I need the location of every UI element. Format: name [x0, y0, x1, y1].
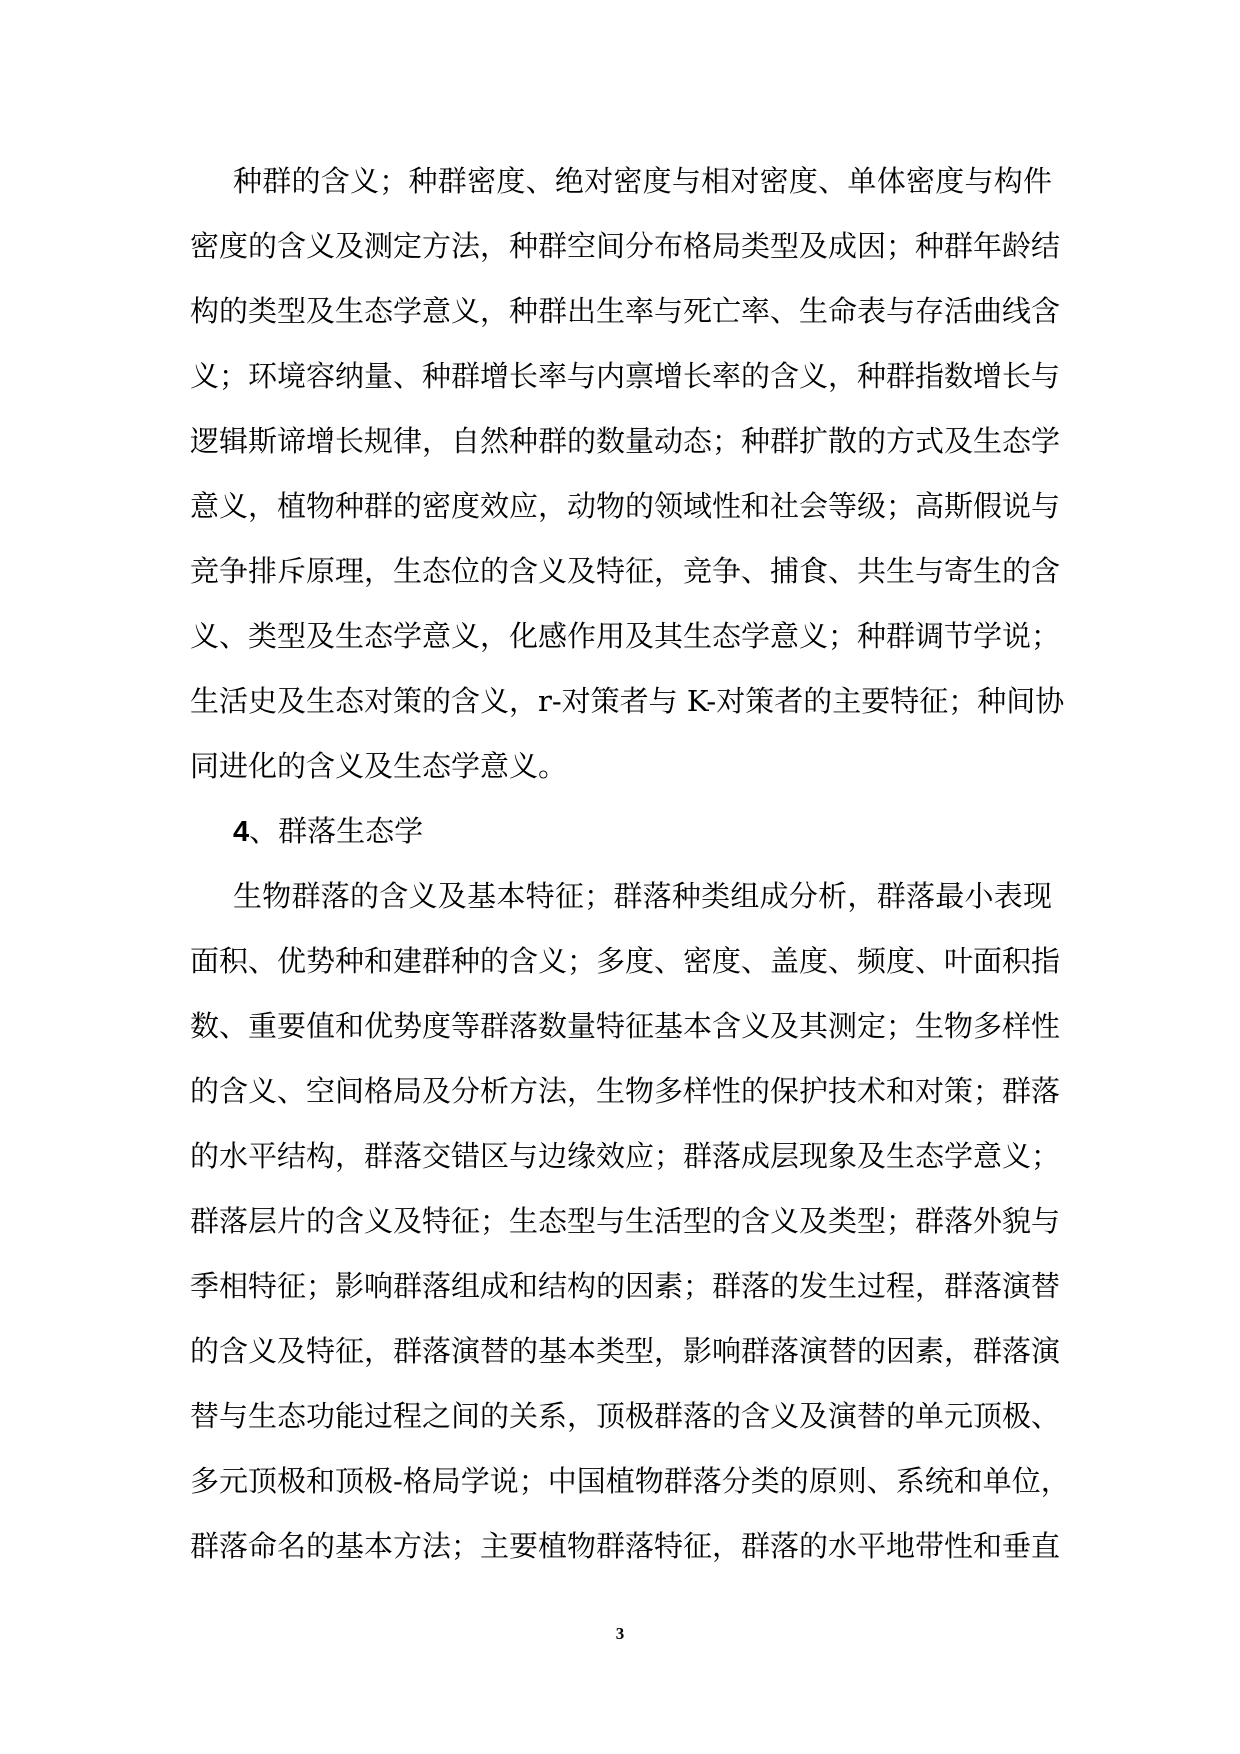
paragraph-line: 竞争排斥原理，生态位的含义及特征，竞争、捕食、共生与寄生的含 [190, 554, 1061, 588]
section-number: 4 [233, 816, 250, 848]
paragraph-line: 义、类型及生态学意义，化感作用及其生态学意义；种群调节学说； [190, 619, 1061, 653]
paragraph-line: 面积、优势种和建群种的含义；多度、密度、盖度、频度、叶面积指 [190, 944, 1061, 978]
paragraph-population-ecology [190, 158, 1065, 808]
paragraph-line: 的水平结构，群落交错区与边缘效应；群落成层现象及生态学意义； [190, 1139, 1061, 1173]
page-number: 3 [615, 1624, 625, 1643]
paragraph-line: 种群的含义；种群密度、绝对密度与相对密度、单体密度与构件 [233, 164, 1052, 198]
paragraph-line: 生物群落的含义及基本特征；群落种类组成分析，群落最小表现 [233, 879, 1052, 913]
paragraph-line: 季相特征；影响群落组成和结构的因素；群落的发生过程，群落演替 [190, 1269, 1061, 1303]
paragraph-line: 群落命名的基本方法；主要植物群落特征，群落的水平地带性和垂直 [190, 1529, 1061, 1563]
paragraph-line: 的含义及特征，群落演替的基本类型，影响群落演替的因素，群落演 [190, 1334, 1061, 1368]
section-title: 群落生态学 [278, 814, 424, 848]
body-text [190, 158, 1070, 1588]
paragraph-line: 数、重要值和优势度等群落数量特征基本含义及其测定；生物多样性 [190, 1009, 1061, 1043]
section-separator: 、 [249, 814, 279, 848]
paragraph-community-ecology [190, 873, 1070, 1588]
paragraph-line: 多元顶极和顶极-格局学说；中国植物群落分类的原则、系统和单位， [190, 1464, 1070, 1498]
paragraph-line: 的含义、空间格局及分析方法，生物多样性的保护技术和对策；群落 [190, 1074, 1061, 1108]
paragraph-line: 同进化的含义及生态学意义。 [190, 749, 568, 783]
paragraph-line: 生活史及生态对策的含义，r-对策者与 K-对策者的主要特征；种间协 [190, 684, 1065, 718]
paragraph-line: 密度的含义及测定方法，种群空间分布格局类型及成因；种群年龄结 [190, 229, 1061, 263]
paragraph-line: 义；环境容纳量、种群增长率与内禀增长率的含义，种群指数增长与 [190, 359, 1061, 393]
paragraph-line: 构的类型及生态学意义，种群出生率与死亡率、生命表与存活曲线含 [190, 294, 1061, 328]
paragraph-line: 意义，植物种群的密度效应，动物的领域性和社会等级；高斯假说与 [190, 489, 1061, 523]
section-heading [190, 808, 1052, 873]
paragraph-line: 逻辑斯谛增长规律，自然种群的数量动态；种群扩散的方式及生态学 [190, 424, 1061, 458]
paragraph-line: 群落层片的含义及特征；生态型与生活型的含义及类型；群落外貌与 [190, 1204, 1061, 1238]
paragraph-line: 替与生态功能过程之间的关系，顶极群落的含义及演替的单元顶极、 [190, 1399, 1061, 1433]
